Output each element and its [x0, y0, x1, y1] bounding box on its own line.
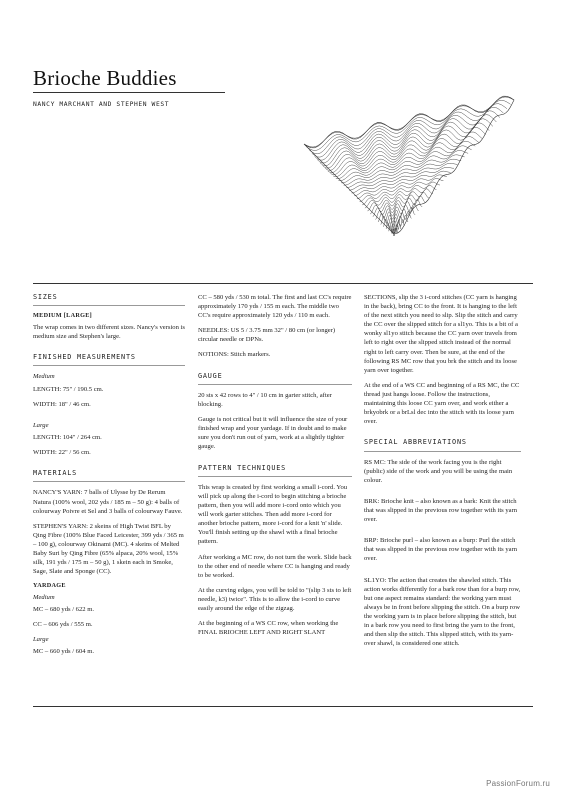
- abbr-brp: BRP: Brioche purl – also known as a burp: Purl the stitch that was slipped in the previous row together with its yarn over.: [364, 537, 518, 563]
- pattern-text-4: At the beginning of a WS CC row, when working the FINAL BRIOCHE LEFT AND RIGHT SLANT: [198, 620, 339, 637]
- shawl-contour-line: [381, 211, 412, 224]
- finished-heading: FINISHED MEASUREMENTS: [33, 353, 185, 366]
- yardage-medium-label: Medium: [33, 593, 55, 601]
- finished-large-length: LENGTH: 104" / 264 cm.: [33, 433, 102, 441]
- abbr-brk: BRK: Brioche knit – also known as a bark: Knit the stitch that was slipped in the previous row together with its yarn over.: [364, 497, 518, 524]
- sizes-label: MEDIUM [LARGE]: [33, 312, 93, 320]
- yardage-large-mc: MC – 660 yds / 604 m.: [33, 648, 94, 656]
- shawl-contour-line: [325, 127, 486, 170]
- yardage-label: YARDAGE: [33, 582, 66, 590]
- authors: NANCY MARCHANT AND STEPHEN WEST: [33, 101, 170, 108]
- column-3: [364, 293, 521, 654]
- needles-text: NEEDLES: US 5 / 3.75 mm 32" / 80 cm (or longer) circular needle or DPNs.: [198, 327, 336, 344]
- pattern-text-3: At the curving edges, you will be told to "(slip 3 sts to left needle, k3) twice". This is to allow the i-cord to curve easily around the edge of the zigzag.: [198, 586, 352, 612]
- ws-cc-text: At the end of a WS CC and beginning of a RS MC, the CC thread just hangs loose. Follow the instructions, maintaining this loose CC yarn over, and work either a brkyobrk or a brLsl dec into the stitch with its loose yarn over.: [364, 381, 520, 426]
- finished-large-label: Large: [33, 421, 49, 429]
- materials-nancy: NANCY'S YARN: 7 balls of Ulysse by De Rerum Natura (100% wool, 202 yds / 185 m – 50 g): 4 balls of colourway Poivre et Sel and 3 balls of colourway Fauve.: [33, 489, 183, 515]
- special-abbreviations-heading: SPECIAL ABBREVIATIONS: [364, 438, 521, 451]
- finished-medium-width: WIDTH: 18" / 46 cm.: [33, 400, 91, 408]
- yardage-medium-mc: MC – 680 yds / 622 m.: [33, 605, 94, 613]
- shawl-contour-line: [320, 119, 493, 166]
- sizes-text: The wrap comes in two different sizes. Nancy's version is medium size and Stephen's large.: [33, 323, 185, 341]
- section-divider-top: [33, 283, 533, 284]
- materials-heading: MATERIALS: [33, 469, 185, 482]
- gauge-text-2: Gauge is not critical but it will influence the size of your finished wrap and your yardage. If in doubt and to make sure you don't run out of yarn, work at a slightly tighter gauge.: [198, 416, 348, 451]
- yardage-medium-cc: CC – 606 yds / 555 m.: [33, 621, 93, 628]
- yardage-large-label: Large: [33, 636, 49, 644]
- notions-text: NOTIONS: Stitch markers.: [198, 351, 271, 359]
- gauge-heading: GAUGE: [198, 372, 352, 385]
- watermark: PassionForum.ru: [486, 779, 550, 788]
- section-divider-bottom: [33, 706, 533, 707]
- pattern-text-1: This wrap is created by first working a small i-cord. You will pick up along the i-cord to begin stitching a brioche pattern, then you will add more i-cord onto which you will work garter stitches. Then add more i-cord for another brioche pattern, more i-cord for a knit 'n' slide. You'll finish setting up the shawl with a final brioche pattern.: [198, 483, 348, 546]
- sizes-heading: SIZES: [33, 293, 185, 306]
- yardage-large-cc: CC – 580 yds / 530 m total. The first and last CC's require approximately 170 yds / 155 m each. The middle two CC's require approximately 120 yds / 110 m each.: [198, 294, 352, 320]
- shawl-contour-line: [307, 100, 511, 150]
- shawl-contour-line: [354, 175, 447, 196]
- title-divider: [33, 92, 225, 93]
- finished-large-width: WIDTH: 22" / 56 cm.: [33, 448, 91, 456]
- abbr-sl1yo: SL1YO: The action that creates the shawled stitch. This action works differently for a bark row than for a burp row, but one aspect remains standard: the working yarn must always be in front before slipping the stitch. On a burp row the working yarn is in place before slipping the stitch, but in a bark row you need to first bring the yarn to the front, and then slip the stitch. This slipped stitch, with its yarn-over shawl, is considered one stitch.: [364, 576, 521, 648]
- finished-medium-length: LENGTH: 75" / 190.5 cm.: [33, 385, 104, 393]
- sections-text: SECTIONS, slip the 3 i-cord stitches (CC yarn is hanging in the back), bring CC to the front. It is hanging to the left of the next stitch you need to slip. Slip the stitch and carry the CC over the slipped stitch for a sl1yo. This is a bit of a wonky sl1yo stitch because the CC yarn over travels from left to right over the slipped stitch instead of the normal right to left carry over. Then be sure, at the end of the following RS MC row that you brk the stitch and its loose yarn over together.: [364, 294, 518, 374]
- gauge-text-1: 20 sts x 42 rows to 4" / 10 cm in garter stitch, after blocking.: [198, 391, 332, 409]
- column-2: [198, 293, 352, 643]
- finished-medium-label: Medium: [33, 373, 55, 381]
- pattern-title: Brioche Buddies: [33, 66, 177, 90]
- abbr-rs-mc: RS MC: The side of the work facing you is the right (public) side of the work and you will be using the main colour.: [364, 458, 513, 484]
- shawl-contour-line: [352, 171, 451, 193]
- column-1: [33, 293, 185, 662]
- materials-stephen: STEPHEN'S YARN: 2 skeins of High Twist BFL by Qing Fibre (100% Blue Faced Leicester, 399 yds / 365 m – 100 g), colourway Okinami (MC). 4 skeins of Melted Baby Suri by Qing Fibre (65% alpaca, 20% wool, 15% silk, 191 yds / 175 m – 50 g), 1 skein each in Smoke, Sage, Slate and Sponge (CC).: [33, 522, 184, 576]
- pattern-text-2: After working a MC row, do not turn the work. Slide back to the other end of needle where CC is hanging and ready to be worked.: [198, 553, 352, 579]
- shawl-illustration: [302, 92, 516, 238]
- pattern-techniques-heading: PATTERN TECHNIQUES: [198, 464, 352, 477]
